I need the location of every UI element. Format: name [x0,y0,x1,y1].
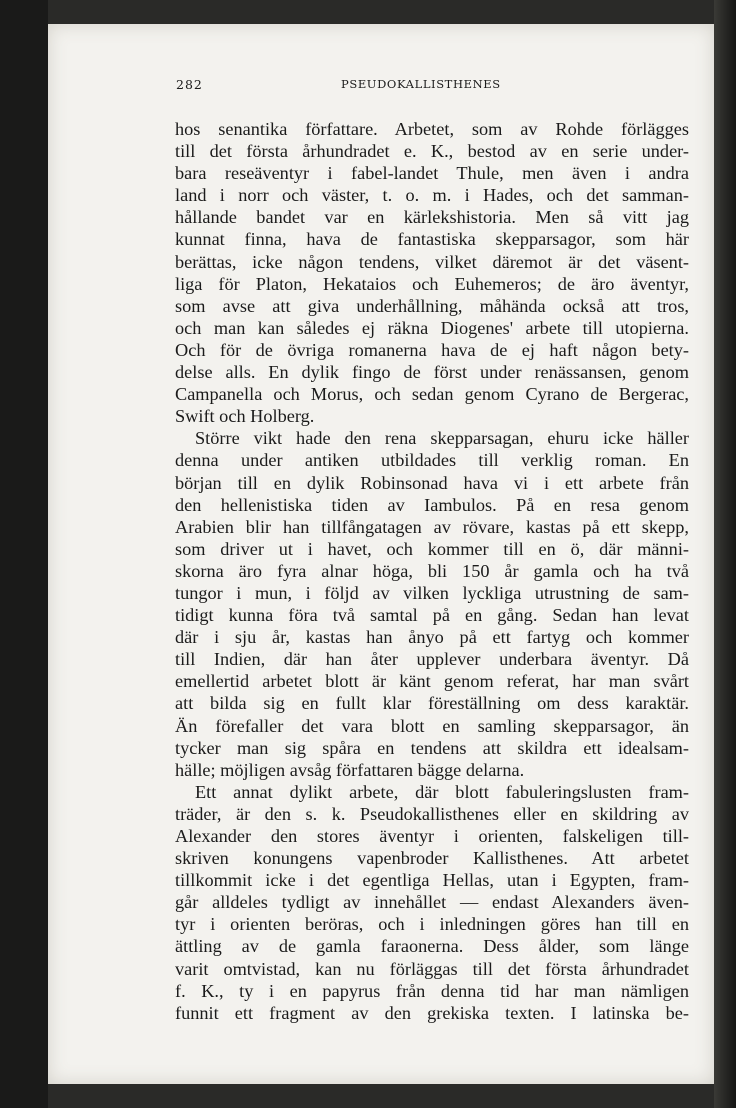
text-line: och man kan således ej räkna Diogenes' arbete till utopierna. [175,317,689,338]
text-line: Större vikt hade den rena skepparsagan, ehuru icke häller [195,428,689,449]
scan-left-border [0,0,48,1108]
text-line: Campanella och Morus, och sedan genom Cyrano de Bergerac, [175,384,689,405]
text-line: Ett annat dylikt arbete, där blott fabuleringslusten fram- [195,781,689,802]
running-title: PSEUDOKALLISTHENES [341,77,501,91]
text-line: till Indien, där han åter upplever underbara äventyr. Då [175,649,689,670]
text-line: till det första århundradet e. K., bestod av en serie under- [175,141,689,162]
text-line: tycker man sig spåra en tendens att skildra ett idealsam- [175,737,689,758]
text-line: början till en dylik Robinsonad hava vi i ett arbete från [175,472,689,493]
text-line: berättas, icke någon tendens, vilket däremot är det väsent- [175,251,689,272]
text-line: liga för Platon, Hekataios och Euhemeros; de äro äventyr, [175,273,689,294]
text-line: denna under antiken utbildades till verklig roman. En [175,450,689,471]
text-line: land i norr och väster, t. o. m. i Hades, och det samman- [175,185,689,206]
text-line: går alldeles tydligt av innehållet — endast Alexanders även- [175,892,689,913]
text-line: f. K., ty i en papyrus från denna tid har man nämligen [175,980,689,1001]
text-line: som driver ut i havet, och kommer till en ö, där männi- [175,538,689,559]
text-line: skorna äro fyra alnar höga, bli 150 år gamla och ha två [175,560,689,581]
text-line: hos senantika författare. Arbetet, som av Rohde förlägges [175,119,689,139]
page-number: 282 [176,77,203,92]
text-line: kunnat finna, hava de fantastiska skepparsagor, som här [175,229,689,250]
text-line: varit omtvistad, kan nu förläggas till det första århundradet [175,958,689,979]
body-text [175,118,689,1024]
text-line: som avse att giva underhållning, måhända också att tros, [175,295,689,316]
text-line: den hellenistiska tiden av Iambulos. På en resa genom [175,494,689,515]
text-line: tyr i orienten beröras, och i inledningen göres han till en [175,914,689,935]
text-line: ättling av de gamla faraonerna. Dess ålder, som länge [175,936,689,957]
text-line: funnit ett fragment av den grekiska texten. I latinska be- [175,1002,689,1023]
text-line: tungor i mun, i följd av vilken lyckliga utrustning de sam- [175,582,689,603]
text-line: emellertid arbetet blott är känt genom referat, har man svårt [175,671,689,692]
scan-right-border [714,0,736,1108]
text-line: Alexander den stores äventyr i orienten, falskeligen till- [175,826,689,846]
text-line: hållande bandet var en kärlekshistoria. Men så vitt jag [175,207,689,228]
text-line: bara reseäventyr i fabel-landet Thule, men även i andra [175,163,689,184]
text-line: där i sju år, kastas han ånyo på ett fartyg och kommer [175,627,689,648]
text-line: hälle; möjligen avsåg författaren bägge delarna. [175,759,525,780]
text-line: delse alls. En dylik fingo de först under renässansen, genom [175,362,689,383]
text-line: träder, är den s. k. Pseudokallisthenes eller en skildring av [175,803,689,824]
text-line: Och för de övriga romanerna hava de ej haft någon bety- [175,339,689,360]
running-header [176,77,562,95]
text-line: tidigt kunna föra två samtal på en gång. Sedan han levat [175,605,689,626]
text-line: skriven konungens vapenbroder Kallisthenes. Att arbetet [175,848,689,869]
text-line: tillkommit icke i det egentliga Hellas, utan i Egypten, fram- [175,870,689,891]
text-line: Swift och Holberg. [175,406,315,427]
text-line: Arabien blir han tillfångatagen av rövare, kastas på ett skepp, [175,516,689,537]
text-line: att bilda sig en fullt klar föreställning om dess karaktär. [175,693,689,714]
text-line: Än förefaller det vara blott en samling skepparsagor, än [175,715,689,736]
